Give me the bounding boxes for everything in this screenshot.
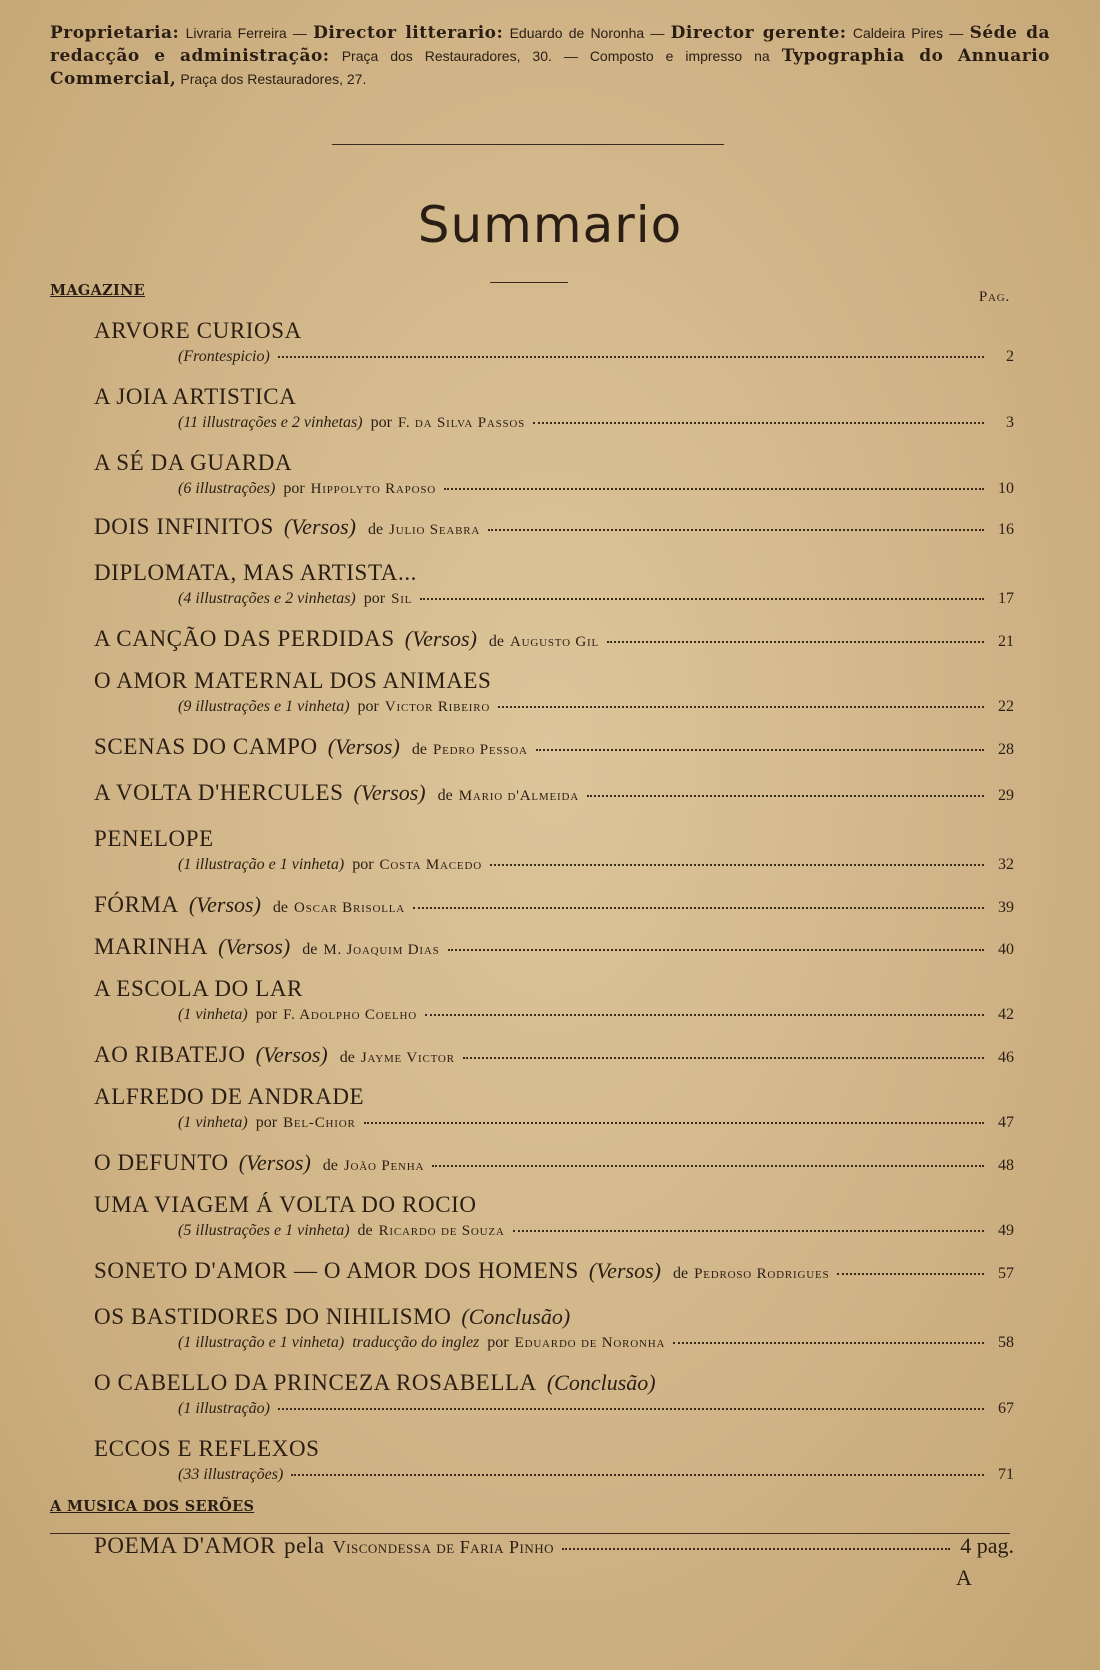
dot-leader bbox=[837, 1273, 984, 1275]
entry-page: 48 bbox=[998, 1157, 1014, 1174]
entry-title: O DEFUNTO bbox=[94, 1150, 229, 1175]
masthead-label: Séde da redacção e administração: bbox=[50, 23, 1050, 66]
entry-title: ECCOS E REFLEXOS bbox=[94, 1436, 320, 1461]
entry-by: por bbox=[255, 1006, 278, 1023]
entry-author: F. Adolpho Coelho bbox=[283, 1007, 417, 1023]
entry-title: SCENAS DO CAMPO bbox=[94, 734, 318, 759]
entry-by: de bbox=[411, 741, 427, 758]
entry-by: por bbox=[255, 1114, 278, 1131]
toc-entry[interactable] bbox=[94, 1150, 1014, 1176]
entry-author: F. da Silva Passos bbox=[397, 415, 526, 431]
entry-author: Pedro Pessoa bbox=[432, 742, 528, 758]
entry-by: de bbox=[437, 787, 453, 804]
toc-entry[interactable] bbox=[94, 668, 1014, 716]
entry-page: 57 bbox=[998, 1265, 1014, 1282]
entry-page: 40 bbox=[998, 941, 1014, 958]
music-page-note: A bbox=[956, 1565, 972, 1590]
entry-title-note: (Versos) bbox=[588, 1258, 661, 1283]
entry-author: Bel-Chior bbox=[283, 1115, 356, 1131]
dot-leader bbox=[562, 1548, 950, 1550]
entry-subtitle: (33 illustrações) bbox=[178, 1466, 284, 1483]
entry-author: Mario d'Almeida bbox=[458, 788, 579, 804]
entry-author: Ricardo de Souza bbox=[378, 1223, 505, 1239]
section-heading-musica: A MUSICA DOS SERÕES bbox=[50, 1498, 255, 1515]
entry-by: de bbox=[367, 521, 384, 538]
entry-page: 28 bbox=[998, 741, 1014, 758]
toc-entry[interactable] bbox=[94, 1370, 1014, 1418]
dot-leader bbox=[536, 749, 984, 751]
entry-page: 16 bbox=[998, 521, 1014, 538]
entry-title: OS BASTIDORES DO NIHILISMO bbox=[94, 1304, 452, 1329]
toc-entry[interactable] bbox=[94, 1258, 1014, 1284]
dot-leader bbox=[278, 1408, 984, 1410]
dot-leader bbox=[278, 356, 984, 358]
section-heading-magazine: MAGAZINE bbox=[50, 282, 146, 299]
dot-leader bbox=[490, 864, 984, 866]
entry-page: 22 bbox=[998, 698, 1014, 715]
entry-title-note: (Versos) bbox=[327, 734, 400, 759]
masthead bbox=[50, 22, 1050, 91]
entry-by: de bbox=[322, 1157, 338, 1174]
entry-title: DIPLOMATA, MAS ARTISTA... bbox=[94, 560, 418, 585]
entry-title: MARINHA bbox=[94, 934, 209, 959]
toc-entry[interactable] bbox=[94, 1436, 1014, 1484]
entry-page: 29 bbox=[998, 787, 1014, 804]
entry-subtitle: (5 illustrações e 1 vinheta) bbox=[178, 1222, 350, 1239]
entry-page: 4 pag. bbox=[960, 1533, 1014, 1558]
top-divider bbox=[332, 144, 724, 145]
entry-author: Julio Seabra bbox=[389, 522, 481, 538]
entry-by: por bbox=[357, 698, 379, 715]
entry-author: João Penha bbox=[343, 1158, 425, 1174]
entry-by: de bbox=[357, 1222, 373, 1239]
entry-page: 58 bbox=[998, 1334, 1014, 1351]
entry-author: Oscar Brisolla bbox=[294, 900, 405, 916]
entry-title: POEMA D'AMOR bbox=[94, 1533, 276, 1558]
entry-page: 17 bbox=[998, 590, 1014, 607]
entry-title-note: (Versos) bbox=[283, 514, 356, 539]
toc-entry[interactable] bbox=[94, 934, 1014, 960]
entry-subtitle: (Frontespicio) bbox=[178, 348, 270, 365]
dot-leader bbox=[291, 1474, 984, 1476]
toc-entry[interactable] bbox=[94, 1192, 1014, 1240]
dot-leader bbox=[463, 1057, 984, 1059]
dot-leader bbox=[420, 598, 984, 600]
entry-subtitle: (9 illustrações e 1 vinheta) bbox=[178, 698, 350, 715]
entry-page: 2 bbox=[1006, 348, 1014, 365]
entry-page: 67 bbox=[998, 1400, 1014, 1417]
entry-page: 49 bbox=[998, 1222, 1014, 1239]
toc-entry-musica[interactable] bbox=[94, 1531, 1014, 1559]
dot-leader bbox=[425, 1014, 984, 1016]
entry-by: por bbox=[363, 590, 386, 607]
entry-by: de bbox=[488, 633, 505, 650]
toc-entry[interactable] bbox=[94, 1042, 1014, 1068]
toc-entry[interactable] bbox=[94, 514, 1014, 540]
entry-page: 10 bbox=[998, 480, 1014, 497]
entry-title: A JOIA ARTISTICA bbox=[94, 384, 297, 409]
dot-leader bbox=[488, 529, 984, 531]
entry-title-note: (Conclusão) bbox=[461, 1304, 571, 1329]
dot-leader bbox=[413, 907, 984, 909]
masthead-text: Praça dos Restauradores, 30. — Composto e impresso na bbox=[341, 48, 770, 64]
entry-by: pela bbox=[283, 1533, 325, 1558]
entry-title: A CANÇÃO DAS PERDIDAS bbox=[94, 626, 395, 651]
page-column-label: Pag. bbox=[978, 289, 1010, 305]
entry-author: Costa Macedo bbox=[379, 857, 482, 873]
entry-title: UMA VIAGEM Á VOLTA DO ROCIO bbox=[94, 1192, 477, 1217]
masthead-label: Director litterario: bbox=[313, 23, 504, 43]
entry-title: PENELOPE bbox=[94, 826, 214, 851]
entry-by: de bbox=[302, 941, 318, 958]
entry-title: O AMOR MATERNAL DOS ANIMAES bbox=[94, 668, 492, 693]
entry-title: SONETO D'AMOR — O AMOR DOS HOMENS bbox=[94, 1258, 579, 1283]
entry-title: ALFREDO DE ANDRADE bbox=[94, 1084, 365, 1109]
toc-entry[interactable] bbox=[94, 626, 1014, 652]
entry-title-note: (Versos) bbox=[404, 626, 477, 651]
entry-title: ARVORE CURIOSA bbox=[94, 318, 302, 343]
toc-entry[interactable] bbox=[94, 1084, 1014, 1132]
entry-by: por bbox=[487, 1334, 509, 1351]
entry-author: Sil bbox=[391, 591, 413, 607]
toc-entry[interactable] bbox=[94, 1304, 1014, 1352]
toc-entry[interactable] bbox=[94, 892, 1014, 918]
entry-title-note: (Versos) bbox=[188, 892, 261, 917]
entry-title-note: (Versos) bbox=[238, 1150, 311, 1175]
entry-author: Victor Ribeiro bbox=[384, 699, 491, 715]
masthead-label: Typographia do Annuario Commercial, bbox=[50, 46, 1050, 89]
entry-title: A VOLTA D'HERCULES bbox=[94, 780, 344, 805]
entry-subtitle: (4 illustrações e 2 vinhetas) bbox=[178, 590, 356, 607]
entry-page: 32 bbox=[998, 856, 1014, 873]
entry-page: 39 bbox=[998, 899, 1014, 916]
dot-leader bbox=[364, 1122, 984, 1124]
entry-author: Viscondessa de Faria Pinho bbox=[332, 1537, 554, 1557]
toc-entry[interactable] bbox=[94, 560, 1014, 608]
entry-title-note: (Versos) bbox=[218, 934, 291, 959]
dot-leader bbox=[448, 949, 984, 951]
entry-subtitle: (11 illustrações e 2 vinhetas) bbox=[178, 414, 363, 431]
entry-title: FÓRMA bbox=[94, 892, 179, 917]
masthead-text: Livraria Ferreira — bbox=[185, 25, 307, 41]
entry-by: de bbox=[272, 899, 289, 916]
entry-title-note: (Versos) bbox=[255, 1042, 328, 1067]
entry-author: M. Joaquim Dias bbox=[323, 942, 440, 958]
entry-subtitle-extra: traducção do inglez bbox=[352, 1334, 480, 1351]
entry-page: 47 bbox=[998, 1114, 1014, 1131]
entry-page: 21 bbox=[998, 633, 1014, 650]
entry-by: por bbox=[283, 480, 305, 497]
entry-subtitle: (6 illustrações) bbox=[178, 480, 276, 497]
entry-author: Augusto Gil bbox=[510, 634, 600, 650]
toc-entry[interactable] bbox=[94, 384, 1014, 432]
entry-title: A SÉ DA GUARDA bbox=[94, 450, 293, 475]
entry-page: 3 bbox=[1006, 414, 1014, 431]
dot-leader bbox=[587, 795, 984, 797]
entry-title-note: (Conclusão) bbox=[546, 1370, 656, 1395]
masthead-text: Caldeira Pires — bbox=[852, 25, 964, 41]
entry-by: por bbox=[352, 856, 374, 873]
toc-entry[interactable] bbox=[94, 734, 1014, 760]
entry-page: 42 bbox=[998, 1006, 1014, 1023]
dot-leader bbox=[444, 488, 984, 490]
entry-by: por bbox=[370, 414, 392, 431]
entry-title: O CABELLO DA PRINCEZA ROSABELLA bbox=[94, 1370, 537, 1395]
masthead-text: Eduardo de Noronha — bbox=[509, 25, 665, 41]
entry-title: AO RIBATEJO bbox=[94, 1042, 246, 1067]
page-title: Summario bbox=[417, 196, 683, 254]
dot-leader bbox=[673, 1342, 984, 1344]
entry-title: DOIS INFINITOS bbox=[94, 514, 274, 539]
entry-page: 71 bbox=[998, 1466, 1014, 1483]
entry-subtitle: (1 illustração e 1 vinheta) bbox=[178, 856, 345, 873]
entry-subtitle: (1 vinheta) bbox=[178, 1114, 248, 1131]
entry-title: A ESCOLA DO LAR bbox=[94, 976, 303, 1001]
toc-entry[interactable] bbox=[94, 780, 1014, 806]
dot-leader bbox=[533, 422, 984, 424]
masthead-text: Praça dos Restauradores, 27. bbox=[180, 71, 367, 87]
entry-by: de bbox=[672, 1265, 689, 1282]
masthead-label: Director gerente: bbox=[670, 23, 847, 43]
toc-entry[interactable] bbox=[94, 318, 1014, 366]
entry-author: Jayme Victor bbox=[360, 1050, 455, 1066]
toc-entry[interactable] bbox=[94, 976, 1014, 1024]
entry-subtitle: (1 illustração) bbox=[178, 1400, 270, 1417]
dot-leader bbox=[432, 1165, 984, 1167]
entry-subtitle: (1 illustração e 1 vinheta) bbox=[178, 1334, 345, 1351]
entry-author: Hippolyto Raposo bbox=[310, 481, 436, 497]
entry-author: Eduardo de Noronha bbox=[514, 1335, 666, 1351]
entry-by: de bbox=[339, 1049, 355, 1066]
entry-page: 46 bbox=[998, 1049, 1014, 1066]
dot-leader bbox=[607, 641, 984, 643]
dot-leader bbox=[498, 706, 984, 708]
dot-leader bbox=[513, 1230, 984, 1232]
entry-subtitle: (1 vinheta) bbox=[178, 1006, 248, 1023]
toc-entry[interactable] bbox=[94, 450, 1014, 498]
masthead-label: Proprietaria: bbox=[50, 23, 180, 43]
toc-entry[interactable] bbox=[94, 826, 1014, 874]
title-divider bbox=[490, 282, 568, 283]
entry-author: Pedroso Rodrigues bbox=[694, 1266, 830, 1282]
entry-title-note: (Versos) bbox=[353, 780, 426, 805]
